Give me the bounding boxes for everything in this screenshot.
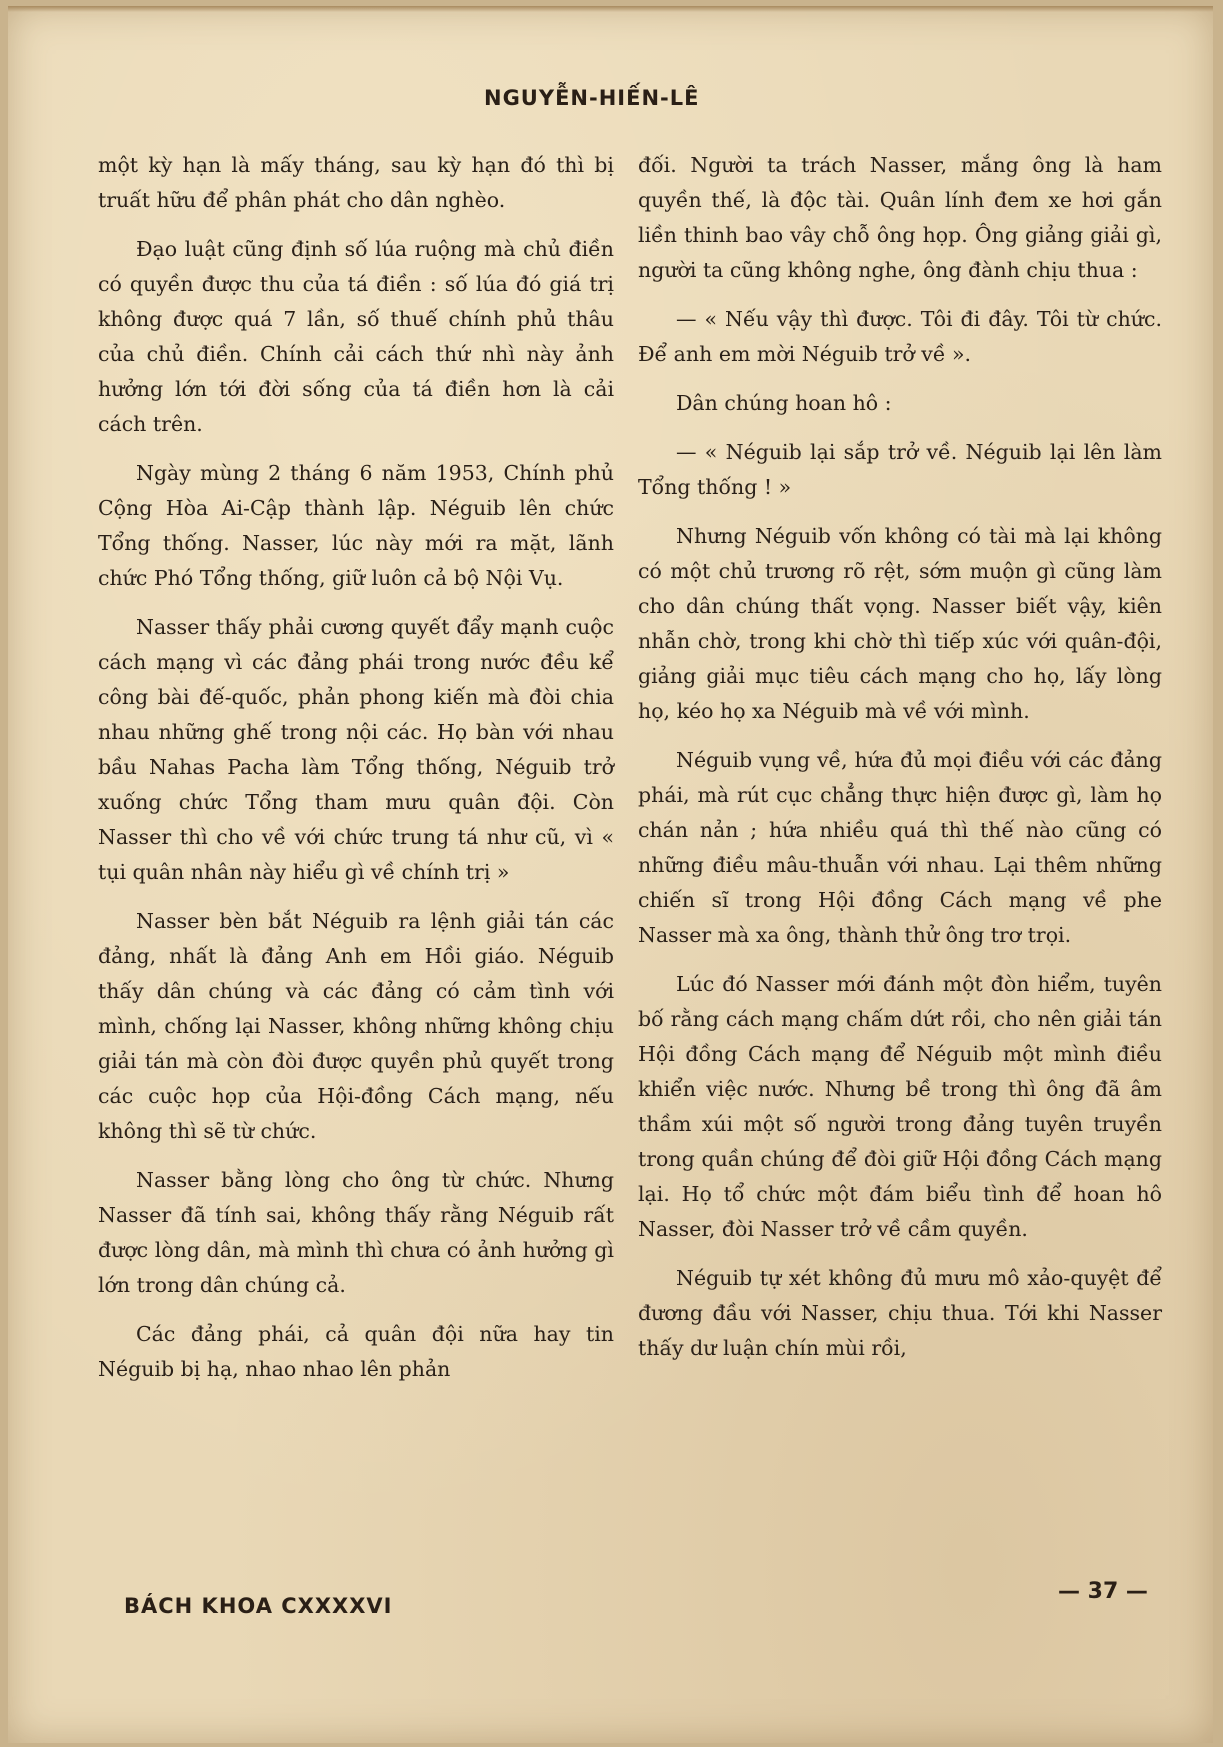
page-top-edge — [8, 6, 1213, 12]
paragraph: Néguib tự xét không đủ mưu mô xảo-quyệt để đương đầu với Nasser, chịu thua. Tới khi Nasser thấy dư luận chín mùi rồi, — [638, 1266, 1162, 1360]
dialog-quote: — « Néguib lại sắp trở về. Néguib lại lên làm Tổng thống ! » — [638, 440, 1162, 499]
paragraph: Néguib vụng về, hứa đủ mọi điều với các đảng phái, mà rút cục chẳng thực hiện được gì, làm họ chán nản ; hứa nhiều quá thì thế nào cũng có những điều mâu-thuẫn với nhau. Lại thêm những chiến sĩ trong Hội đồng Cách mạng về phe Nasser mà xa ông, thành thử ông trơ trọi. — [638, 748, 1162, 947]
paragraph: Ngày mùng 2 tháng 6 năm 1953, Chính phủ Cộng Hòa Ai-Cập thành lập. Néguib lên chức Tổng thống. Nasser, lúc này mới ra mặt, lãnh chức Phó Tổng thống, giữ luôn cả bộ Nội Vụ. — [98, 461, 614, 590]
paragraph: Nasser thấy phải cương quyết đẩy mạnh cuộc cách mạng vì các đảng phái trong nước đều kể công bài đế-quốc, phản phong kiến mà đòi chia nhau những ghế trong nội các. Họ bàn với nhau bầu Nahas Pacha làm Tổng thống, Néguib trở xuống chức Tổng tham mưu quân đội. Còn Nasser thì cho về với chức trung tá như cũ, vì « tụi quân nhân này hiểu gì về chính trị » — [98, 615, 614, 884]
paragraph: đối. Người ta trách Nasser, mắng ông là ham quyền thế, là độc tài. Quân lính đem xe hơi gắn liền thinh bao vây chỗ ông họp. Ông giảng giải gì, người ta cũng không nghe, ông đành chịu thua : — [638, 153, 1162, 282]
dialog-quote: — « Nếu vậy thì được. Tôi đi đây. Tôi từ chức. Để anh em mời Néguib trở về ». — [638, 307, 1162, 366]
magazine-footer: BÁCH KHOA CXXXXVI — [124, 1594, 393, 1618]
paragraph: Đạo luật cũng định số lúa ruộng mà chủ điền có quyền được thu của tá điền : số lúa đó giá trị không được quá 7 lần, số thuế chính phủ thâu của chủ điền. Chính cải cách thứ nhì này ảnh hưởng lớn tới đời sống của tá điền hơn là cải cách trên. — [98, 237, 614, 436]
page-number: — 37 — — [1058, 1579, 1148, 1604]
paragraph: Nasser bèn bắt Néguib ra lệnh giải tán các đảng, nhất là đảng Anh em Hồi giáo. Néguib thấy dân chúng và các đảng có cảm tình với mình, chống lại Nasser, không những không chịu giải tán mà còn đòi được quyền phủ quyết trong các cuộc họp của Hội-đồng Cách mạng, nếu không thì sẽ từ chức. — [98, 909, 614, 1143]
running-header-author: NGUYỄN-HIẾN-LÊ — [484, 86, 700, 110]
right-text-column — [638, 148, 1162, 1380]
left-text-column — [98, 148, 614, 1401]
paragraph: Nasser bằng lòng cho ông từ chức. Nhưng Nasser đã tính sai, không thấy rằng Néguib rất được lòng dân, mà mình thì chưa có ảnh hưởng gì lớn trong dân chúng cả. — [98, 1168, 614, 1297]
paragraph: Nhưng Néguib vốn không có tài mà lại không có một chủ trương rõ rệt, sớm muộn gì cũng làm cho dân chúng thất vọng. Nasser biết vậy, kiên nhẫn chờ, trong khi chờ thì tiếp xúc với quân-đội, giảng giải mục tiêu cách mạng cho họ, lấy lòng họ, kéo họ xa Néguib mà về với mình. — [638, 524, 1162, 723]
paragraph: Các đảng phái, cả quân đội nữa hay tin Néguib bị hạ, nhao nhao lên phản — [98, 1322, 614, 1381]
scanned-page — [8, 6, 1213, 1743]
paragraph: Lúc đó Nasser mới đánh một đòn hiểm, tuyên bố rằng cách mạng chấm dứt rồi, cho nên giải tán Hội đồng Cách mạng để Néguib một mình điều khiển việc nước. Nhưng bề trong thì ông đã âm thầm xúi một số người trong đảng tuyên truyền trong quần chúng để đòi giữ Hội đồng Cách mạng lại. Họ tổ chức một đám biểu tình để hoan hô Nasser, đòi Nasser trở về cầm quyền. — [638, 972, 1162, 1241]
paragraph: một kỳ hạn là mấy tháng, sau kỳ hạn đó thì bị truất hữu để phân phát cho dân nghèo. — [98, 153, 614, 212]
paragraph: Dân chúng hoan hô : — [676, 391, 892, 415]
